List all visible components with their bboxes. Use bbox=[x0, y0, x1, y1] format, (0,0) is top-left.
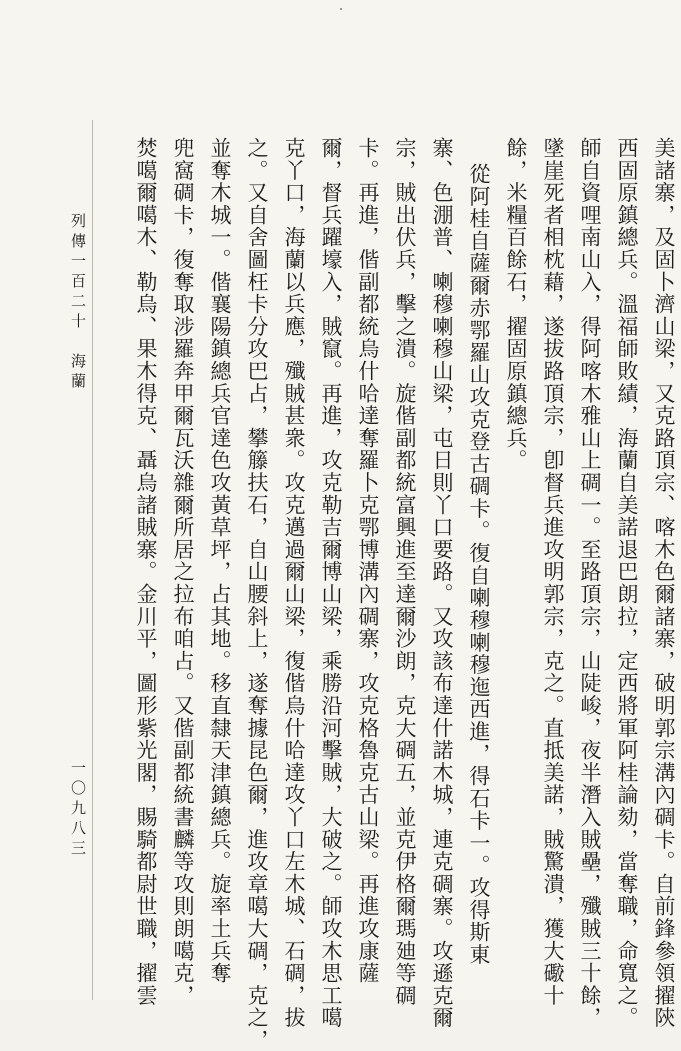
text-column-6: 從阿桂自薩爾赤鄂羅山攻克登古碉卡。復自喇穆喇穆迤西進，得石卡一。攻得斯東 bbox=[467, 163, 491, 966]
text-column-5: 餘，米糧百餘石，擢固原鎮總兵。 bbox=[504, 137, 528, 472]
text-column-15: 焚噶爾噶木、勒烏、果木得克、聶烏諸賊寨。金川平，圖形紫光閣，賜騎都尉世職，擢雲 bbox=[134, 137, 158, 1007]
running-header: 列傳一百二十 海蘭 bbox=[69, 213, 87, 393]
text-column-1: 美諸寨，及固卜濟山梁，又克路頂宗、喀木色爾諸寨，破明郭宗溝內碉卡。自前鋒參領擢陝 bbox=[652, 137, 676, 1029]
text-column-14: 兜窩碉卡，復奪取涉羅奔甲爾瓦沃雜爾所居之拉布咱占。又偕副都統書麟等攻則朗噶克， bbox=[171, 137, 195, 1007]
margin-rule bbox=[92, 120, 93, 1000]
text-column-7: 寨、色淜普、喇穆喇穆山梁，屯日則丫口要路。又攻該布達什諾木城，連克碉寨。攻遜克爾 bbox=[430, 137, 454, 1029]
text-column-3: 師自資哩南山入，得阿喀木雅山上碉一。至路頂宗，山陡峻，夜半潛入賊壘，殲賊三十餘， bbox=[578, 137, 602, 1029]
text-column-12: 之。又自舍圖枉卡分攻巴占，攀籐扶石，自山腰斜上，遂奪據昆色爾，進攻章噶大碉，克之， bbox=[245, 137, 269, 1051]
page-number: 一〇九八三 bbox=[69, 760, 87, 860]
text-column-8: 宗，賊出伏兵，擊之潰。旋偕副都統富興進至達爾沙朗，克大碉五，並克伊格爾瑪廸等碉 bbox=[393, 137, 417, 1007]
text-column-2: 西固原鎮總兵。溫福師敗績，海蘭自美諾退巴朗拉，定西將軍阿桂論劾，當奪職，命寬之。 bbox=[615, 137, 639, 1029]
paper-speck bbox=[340, 8, 342, 10]
text-column-11: 克丫口，海蘭以兵應，殲賊甚衆。攻克邁過爾山梁，復偕烏什哈達攻丫口左木城、石碉，拔 bbox=[282, 137, 306, 1029]
text-column-10: 爾，督兵躍壕入，賊竄。再進，攻克勒吉爾博山梁，乘勝沿河擊賊，大破之。師攻木思工噶 bbox=[319, 137, 343, 1029]
text-column-4: 墜崖死者相枕藉，遂拔路頂宗，卽督兵進攻明郭宗，克之。直抵美諾，賊驚潰，獲大礮十 bbox=[541, 137, 565, 1007]
text-column-9: 卡。再進，偕副都統烏什哈達奪羅卜克鄂博溝內碉寨，攻克格魯克古山梁。再進攻康薩 bbox=[356, 137, 380, 985]
text-column-13: 並奪木城一。偕襄陽鎮總兵官達色攻黃草坪，占其地。移直隸天津鎮總兵。旋率土兵奪 bbox=[208, 137, 232, 985]
